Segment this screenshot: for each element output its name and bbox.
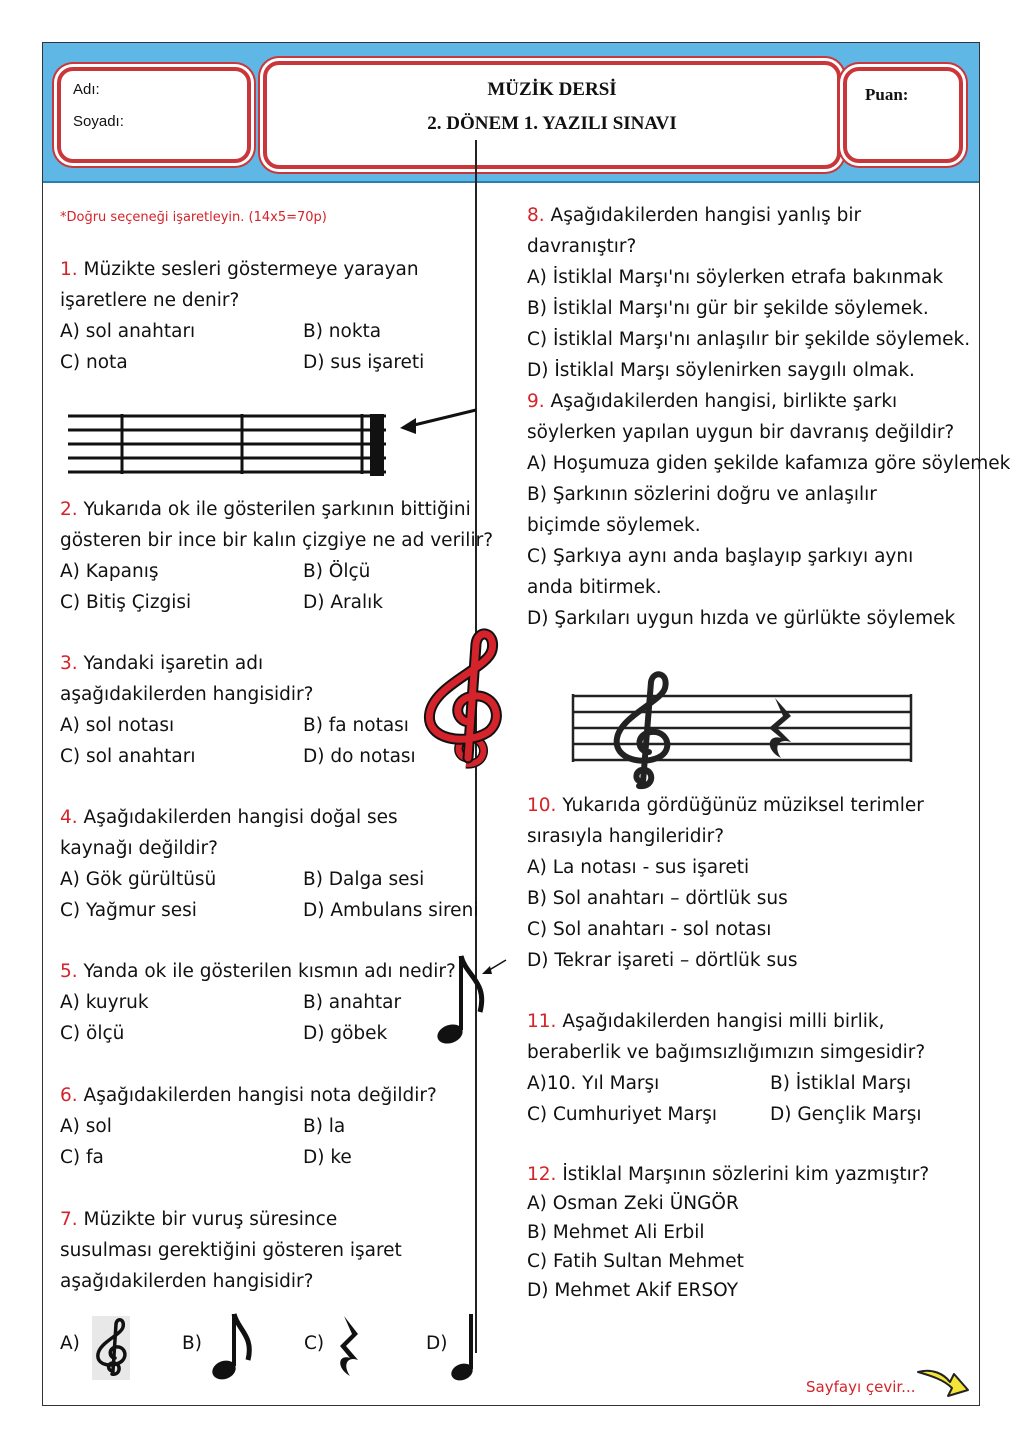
student-info-box — [57, 67, 251, 163]
question-11 — [527, 1006, 973, 1130]
question-text: Aşağıdakilerden hangisi doğal ses kaynağı değildir? — [60, 807, 398, 859]
staff-clef-rest-image — [569, 668, 915, 792]
option-b[interactable]: B) Ölçü — [303, 561, 371, 582]
question-text: Yanda ok ile gösterilen kısmın adı nedir? — [83, 961, 456, 982]
exam-header — [43, 43, 979, 183]
name-label: Adı: — [73, 81, 100, 98]
quarter-note-small-icon — [450, 1312, 482, 1384]
option-a[interactable]: A)10. Yıl Marşı — [527, 1073, 660, 1094]
option-b[interactable]: B) Şarkının sözlerini doğru ve anlaşılır biçimde söylemek. — [527, 484, 877, 536]
question-number: 6. — [60, 1085, 78, 1106]
turn-page-arrow-icon[interactable] — [914, 1364, 972, 1402]
option-a[interactable]: A) Gök gürültüsü — [60, 869, 217, 890]
question-text: Aşağıdakilerden hangisi nota değildir? — [83, 1085, 437, 1106]
quarter-rest-small-icon — [334, 1312, 366, 1384]
question-text: Müzikte bir vuruş süresince susulması gerektiğini gösteren işaret aşağıdakilerden hangisidir? — [60, 1209, 402, 1292]
question-number: 10. — [527, 795, 557, 816]
question-number: 1. — [60, 259, 78, 280]
option-d[interactable]: D) Şarkıları uygun hızda ve gürlükte söylemek — [527, 608, 956, 629]
option-d[interactable]: D) ke — [303, 1147, 352, 1168]
option-a[interactable]: A) sol — [60, 1116, 112, 1137]
question-10 — [527, 790, 973, 976]
option-a[interactable]: A) Osman Zeki ÜNGÖR — [527, 1193, 739, 1214]
question-number: 11. — [527, 1011, 557, 1032]
option-c[interactable]: C) — [304, 1333, 325, 1354]
question-text: Aşağıdakilerden hangisi, birlikte şarkı söylerken yapılan uygun bir davranış değildir? — [527, 391, 955, 443]
question-7-options — [60, 1324, 490, 1388]
title-box — [263, 61, 841, 169]
option-c[interactable]: C) Fatih Sultan Mehmet — [527, 1251, 744, 1272]
question-text: Aşağıdakilerden hangisi milli birlik, beraberlik ve bağımsızlığımızın simgesidir? — [527, 1011, 926, 1063]
option-d[interactable]: D) do notası — [303, 746, 416, 767]
question-text: Aşağıdakilerden hangisi yanlış bir davranıştır? — [527, 205, 862, 257]
question-4 — [60, 802, 508, 926]
option-b[interactable]: B) Dalga sesi — [303, 869, 425, 890]
question-text: Müzikte sesleri göstermeye yarayan işaretlere ne denir? — [60, 259, 419, 311]
option-c[interactable]: C) Sol anahtarı - sol notası — [527, 919, 772, 940]
option-d[interactable]: D) Aralık — [303, 592, 383, 613]
option-a[interactable]: A) Hoşumuza giden şekilde kafamıza göre söylemek — [527, 453, 1011, 474]
instruction-text: *Doğru seçeneği işaretleyin. (14x5=70p) — [60, 210, 327, 225]
surname-label: Soyadı: — [73, 113, 124, 130]
option-a[interactable]: A) — [60, 1333, 80, 1354]
option-d[interactable]: D) göbek — [303, 1023, 388, 1044]
question-1 — [60, 254, 508, 378]
option-a[interactable]: A) sol notası — [60, 715, 175, 736]
question-number: 2. — [60, 499, 78, 520]
eighth-note-small-icon — [210, 1310, 256, 1382]
question-2 — [60, 494, 508, 618]
turn-page-text: Sayfayı çevir... — [806, 1378, 916, 1396]
option-c[interactable]: C) Cumhuriyet Marşı — [527, 1104, 718, 1125]
option-c[interactable]: C) İstiklal Marşı'nı anlaşılır bir şekilde söylemek. — [527, 329, 971, 350]
question-number: 5. — [60, 961, 78, 982]
option-c[interactable]: C) nota — [60, 352, 128, 373]
option-a[interactable]: A) La notası - sus işareti — [527, 857, 750, 878]
option-a[interactable]: A) İstiklal Marşı'nı söylerken etrafa bakınmak — [527, 267, 944, 288]
option-c[interactable]: C) Şarkıya aynı anda başlayıp şarkıyı aynı anda bitirmek. — [527, 546, 914, 598]
question-number: 8. — [527, 205, 545, 226]
score-label: Puan: — [865, 85, 909, 104]
option-a[interactable]: A) Kapanış — [60, 561, 159, 582]
question-number: 3. — [60, 653, 78, 674]
subject-title: MÜZİK DERSİ — [487, 79, 617, 100]
option-d[interactable]: D) sus işareti — [303, 352, 425, 373]
option-c[interactable]: C) fa — [60, 1147, 104, 1168]
question-text: Yukarıda ok ile gösterilen şarkının bittiğini gösteren bir ince bir kalın çizgiye ne ad verilir? — [60, 499, 494, 551]
option-a[interactable]: A) kuyruk — [60, 992, 149, 1013]
option-d[interactable]: D) Gençlik Marşı — [770, 1104, 922, 1125]
option-d[interactable]: D) İstiklal Marşı söylenirken saygılı olmak. — [527, 360, 915, 381]
option-c[interactable]: C) Yağmur sesi — [60, 900, 197, 921]
option-b[interactable]: B) İstiklal Marşı'nı gür bir şekilde söylemek. — [527, 298, 929, 319]
option-b[interactable]: B) nokta — [303, 321, 382, 342]
option-d[interactable]: D) Tekrar işareti – dörtlük sus — [527, 950, 798, 971]
option-c[interactable]: C) ölçü — [60, 1023, 125, 1044]
question-7 — [60, 1204, 508, 1297]
treble-clef-icon — [416, 624, 508, 774]
question-number: 4. — [60, 807, 78, 828]
option-b[interactable]: B) Sol anahtarı – dörtlük sus — [527, 888, 788, 909]
score-box — [843, 67, 963, 163]
question-number: 12. — [527, 1164, 557, 1185]
option-d[interactable]: D) Mehmet Akif ERSOY — [527, 1280, 738, 1301]
option-b[interactable]: B) Mehmet Ali Erbil — [527, 1222, 705, 1243]
question-12 — [527, 1160, 973, 1305]
question-number: 7. — [60, 1209, 78, 1230]
question-8 — [527, 200, 973, 386]
option-b[interactable]: B) İstiklal Marşı — [770, 1073, 912, 1094]
staff-final-barline-image — [64, 404, 484, 484]
eighth-note-icon — [436, 952, 512, 1048]
option-b[interactable]: B) anahtar — [303, 992, 402, 1013]
question-9 — [527, 386, 1011, 634]
question-text: Yandaki işaretin adı aşağıdakilerden hangisidir? — [60, 653, 314, 705]
option-b[interactable]: B) fa notası — [303, 715, 409, 736]
question-text: İstiklal Marşının sözlerini kim yazmıştır? — [562, 1164, 930, 1185]
option-b[interactable]: B) — [182, 1333, 202, 1354]
treble-clef-small-icon — [92, 1316, 130, 1380]
question-6 — [60, 1080, 508, 1173]
option-a[interactable]: A) sol anahtarı — [60, 321, 196, 342]
option-d[interactable]: D) Ambulans sireni — [303, 900, 479, 921]
question-text: Yukarıda gördüğünüz müziksel terimler sırasıyla hangileridir? — [527, 795, 924, 847]
option-c[interactable]: C) sol anahtarı — [60, 746, 196, 767]
exam-title: 2. DÖNEM 1. YAZILI SINAVI — [427, 113, 677, 134]
question-number: 9. — [527, 391, 545, 412]
option-b[interactable]: B) la — [303, 1116, 346, 1137]
option-d[interactable]: D) — [426, 1333, 448, 1354]
option-c[interactable]: C) Bitiş Çizgisi — [60, 592, 192, 613]
